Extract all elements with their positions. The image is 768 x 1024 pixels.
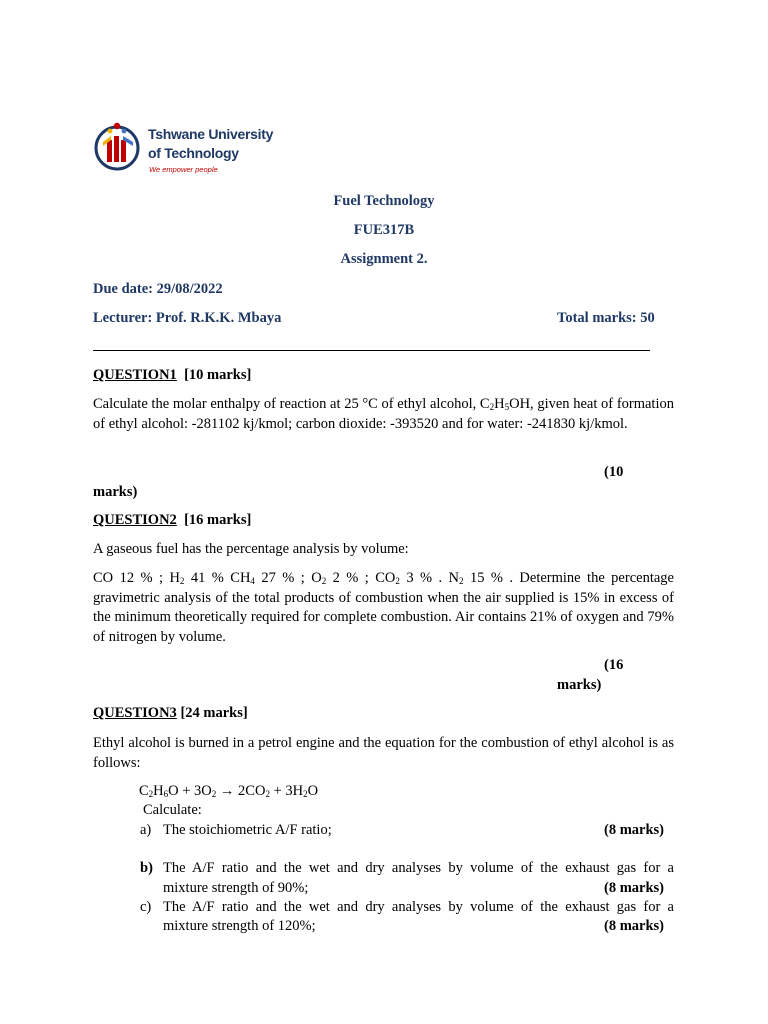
university-logo [93,118,273,180]
logo-line1: Tshwane University [148,126,274,142]
question1-marks: [10 marks] [184,367,252,383]
question1-heading [93,366,251,386]
question2-text: CO 12 % ; $H_2$ 41 % $CH_4$ 27 % ; $O_2$ 2 % ; $CO_2$ 3 % . $N_2$ 15 % . Determine the percentage gravimetric analysis of the total products of combustion when the air supplied is 15% in excess of the minimum theoretically required for complete combustion. Air contains 21% of oxygen and 79% of nitrogen by volume. [93,570,674,645]
due-date: Due date: 29/08/2022 [93,281,223,297]
logo-line2: of Technology [148,145,239,161]
university-emblem-icon [93,118,143,176]
item-c-marks: (8 marks) [604,918,665,934]
question1-text: Calculate the molar enthalpy of reaction at 25 °C of ethyl alcohol, $C_2H_5OH$, given heat of formation of ethyl alcohol: -281102 kj/kmol; carbon dioxide: -393520 and for water: -241830 kj/kmol. [93,396,674,432]
item-c-text1: The A/F ratio and the wet and dry analyses by volume of the exhaust gas for a [163,899,674,915]
item-b-text1: The A/F ratio and the wet and dry analyses by volume of the exhaust gas for a [163,860,674,876]
course-title: Fuel Technology [333,193,435,209]
item-a-marks: (8 marks) [604,822,665,838]
item-a-text: The stoichiometric A/F ratio; [163,822,332,838]
question2-heading [93,511,251,531]
question3-intro: Ethyl alcohol is burned in a petrol engine and the equation for the combustion of ethyl alcohol is as follows: [93,735,674,771]
item-b-label: b) [140,860,153,876]
calculate-label: Calculate: [143,802,202,818]
question2-label: QUESTION2 [93,512,177,528]
item-a-label: a) [140,822,152,838]
item-c-text2: mixture strength of 120%; [163,918,316,934]
logo-slogan: We empower people [149,165,218,174]
lecturer: Lecturer: Prof. R.K.K. Mbaya [93,310,282,326]
total-marks: Total marks: 50 [557,310,655,326]
header-divider [93,350,650,351]
combustion-equation: $C_2H_6O + 3O_2 \to 2CO_2 + 3H_2O$ [139,783,319,799]
question2-marks-open: (16 [604,657,624,673]
item-c-label: c) [140,899,152,915]
question1-label: QUESTION1 [93,367,177,383]
item-b-marks: (8 marks) [604,880,665,896]
question1-marks-open: (10 [604,464,624,480]
question2-intro: A gaseous fuel has the percentage analysis by volume: [93,541,409,557]
assignment-title: Assignment 2. [340,251,428,267]
item-b-text2: mixture strength of 90%; [163,880,309,896]
question3-label: QUESTION3 [93,705,177,721]
question2-marks-close: marks) [557,677,602,693]
question3-marks: [24 marks] [180,705,248,721]
question2-marks: [16 marks] [184,512,252,528]
course-code: FUE317B [353,222,415,238]
question1-marks-close: marks) [93,484,138,500]
question3-heading [93,704,248,724]
